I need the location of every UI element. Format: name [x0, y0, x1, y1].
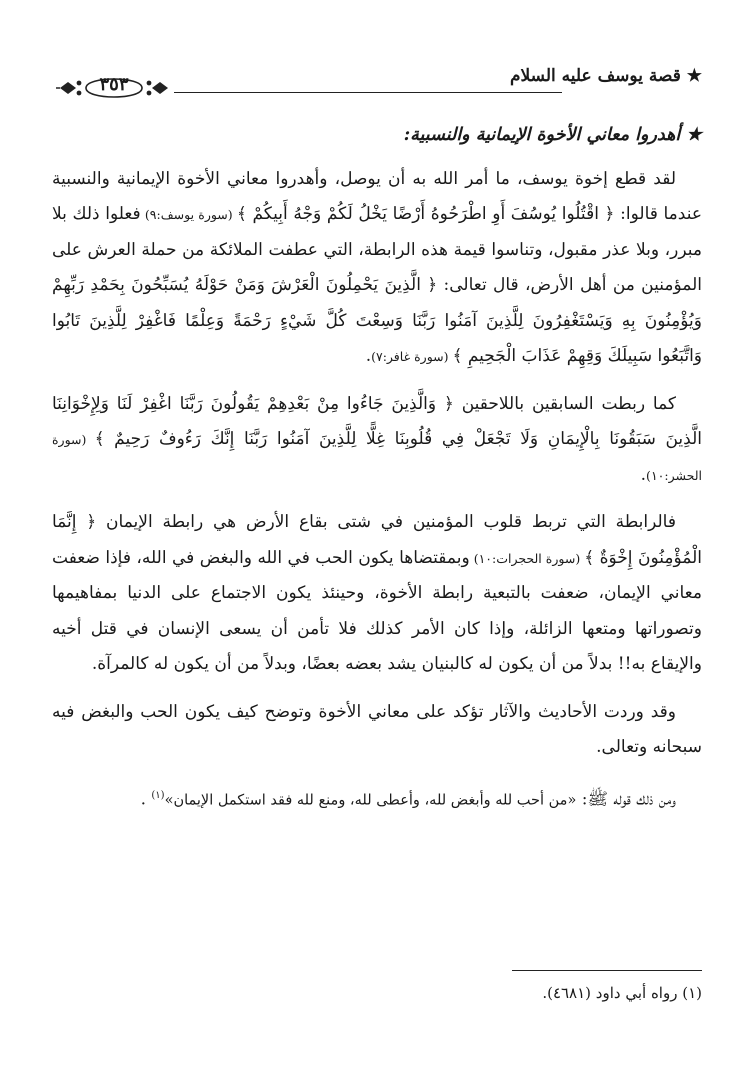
- paragraph-2: [52, 387, 702, 494]
- page-body: [52, 118, 702, 819]
- paragraph-text: فعلوا ذلك بلا مبرر، وبلا عذر مقبول، وتناسوا قيمة هذه الرابطة، التي عطفت الملائكة من حملة العرش على المؤمنين من أهل الأرض، قال تعالى:: [52, 204, 702, 295]
- paragraph-text: لقد قطع إخوة يوسف، ما أمر الله به أن يوصل، وأهدروا معاني الأخوة الإيمانية والنسبية عندما قالوا:: [52, 168, 702, 224]
- paragraph-text: كما ربطت السابقين باللاحقين: [453, 393, 676, 414]
- paragraph-text: فالرابطة التي تربط قلوب المؤمنين في شتى بقاع الأرض هي رابطة الإيمان: [96, 512, 676, 532]
- header-divider: [174, 92, 562, 93]
- paragraph-end: .: [140, 789, 152, 810]
- page-number-ornament: [56, 72, 172, 104]
- verse-reference: (سورة الحشر:١٠): [52, 432, 702, 483]
- paragraph-3: [52, 505, 702, 683]
- running-title: ★ قصة يوسف عليه السلام: [509, 66, 702, 86]
- hadith-quote: «من أحب لله وأبغض لله، وأعطى لله، ومنع لله فقد استكمل الإيمان»: [164, 792, 577, 809]
- paragraph-text: ومن ذلك قوله ﷺ:: [576, 789, 676, 810]
- footnote-divider: [512, 970, 702, 971]
- section-heading: ★ أهدروا معاني الأخوة الإيمانية والنسبية:: [403, 125, 702, 145]
- quran-verse: ﴿ إِنَّمَا الْمُؤْمِنُونَ إِخْوَةٌ ﴾: [52, 512, 702, 568]
- footnote: (١) رواه أبي داود (٤٦٨١).: [542, 984, 702, 1002]
- verse-reference: (سورة غافر:٧): [371, 349, 453, 364]
- quran-verse: ﴿ وَالَّذِينَ جَاءُوا مِنْ بَعْدِهِمْ يَقُولُونَ رَبَّنَا اغْفِرْ لَنَا وَلِإِخْوَانِنَا الَّذِينَ سَبَقُونَا بِالْإِيمَانِ وَلَا تَجْعَلْ فِي قُلُوبِنَا غِلًّا لِلَّذِينَ آمَنُوا رَبَّنَا إِنَّكَ رَءُوفٌ رَحِيمٌ ﴾: [52, 393, 702, 449]
- verse-reference: (سورة يوسف:٩): [140, 207, 237, 222]
- paragraph-1: [52, 162, 702, 375]
- quran-verse: ﴿ الَّذِينَ يَحْمِلُونَ الْعَرْشَ وَمَنْ حَوْلَهُ يُسَبِّحُونَ بِحَمْدِ رَبِّهِمْ وَيُؤْمِنُونَ بِهِ وَيَسْتَغْفِرُونَ لِلَّذِينَ آمَنُوا رَبَّنَا وَسِعْتَ كُلَّ شَيْءٍ رَحْمَةً وَعِلْمًا فَاغْفِرْ لِلَّذِينَ تَابُوا وَاتَّبَعُوا سَبِيلَكَ وَقِهِمْ عَذَابَ الْجَحِيمِ ﴾: [52, 275, 702, 366]
- quran-verse: ﴿ اقْتُلُوا يُوسُفَ أَوِ اطْرَحُوهُ أَرْضًا يَخْلُ لَكُمْ وَجْهُ أَبِيكُمْ ﴾: [236, 204, 615, 224]
- verse-reference: (سورة الحجرات:١٠): [469, 550, 585, 566]
- paragraph-end: .: [365, 346, 372, 366]
- page-number: ٣٥٣: [99, 74, 129, 95]
- footnote-marker[interactable]: (١): [151, 789, 165, 801]
- page-header: [56, 62, 702, 102]
- paragraph-5: [52, 778, 702, 819]
- paragraph-text: وبمقتضاها يكون الحب في الله والبغض في الله، فإذا ضعفت معاني الإيمان، ضعفت بالتبعية رابطة الأخوة، وحينئذ يكون الاجتماع على الدنيا بمفاهيمها وتصوراتها ومتعها الزائلة، وإذا كان الأمر كذلك فلا تأمن أن يسعى الإنسان في قتل أخيه والإيقاع به!! بدلاً من أن يكون له كالبنيان يشد بعضه بعضًا، وبدلاً من أن يكون له كالمرآة.: [52, 547, 702, 674]
- paragraph-end: .: [640, 464, 647, 485]
- paragraph-4: وقد وردت الأحاديث والآثار تؤكد على معاني الأخوة وتوضح كيف يكون الحب والبغض فيه سبحانه وتعالى.: [52, 701, 702, 757]
